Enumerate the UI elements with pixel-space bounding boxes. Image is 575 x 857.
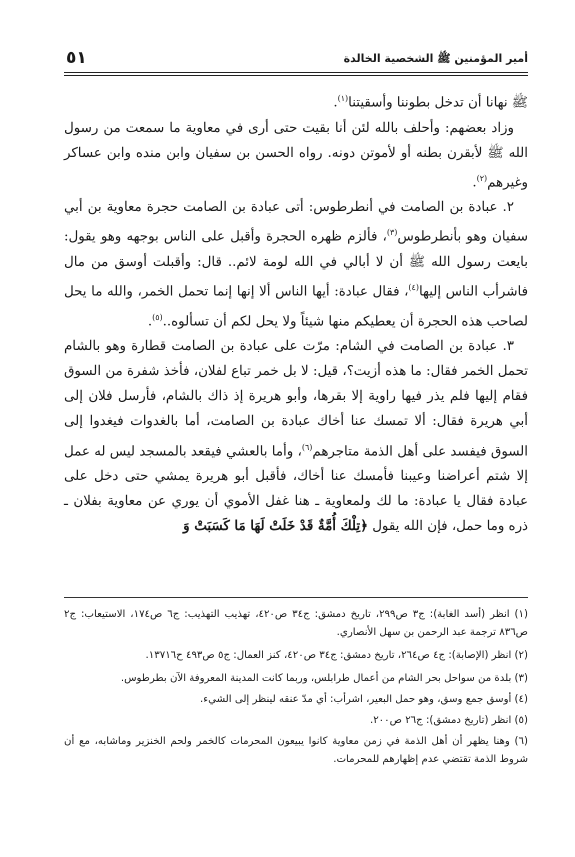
- paragraph-3-text-b: ، فألزم ظهره الحجرة وأقبل على الناس بوجهه وهو يقول: بايعت رسول الله ﷺ أن لا أبالي في الله لومة لائم.. قال: وأقبلت أوسق من مال فاشرأب الناس إليها: [64, 229, 528, 300]
- footnote-2: (٢) انظر (الإصابة): ج٤ ص٢٦٤، تاريخ دمشق: ج٣٤ ص٤٢٠، كنز العمال: ج٥ ص٤٩٣ ح١٣٧١٦.: [145, 650, 528, 661]
- footnote-separator: [64, 597, 528, 598]
- main-text: [64, 86, 528, 539]
- paragraph-3-text-c: ، فقال عبادة: أيها الناس ألا إنها إنما تحمل الخمر، والله ما يحل لصاحب هذه الحجرة أن يعطيكم منها شيئاً ولا يحل لكم أن تسألوه..: [64, 284, 528, 330]
- paragraph-2: وزاد بعضهم: وأحلف بالله لئن أنا بقيت حتى أرى في معاوية ما سمعت من رسول الله ﷺ لأبقرن بطنه أو لأموتن دونه. رواه الحسن بن سفيان وابن منده وابن عساكر وغيرهم$^{(٢)}$.: [64, 120, 528, 191]
- paragraph-1-text: ﷺ نهانا أن تدخل بطوننا وأسقيتنا: [348, 95, 528, 111]
- paragraph-1: ﷺ نهانا أن تدخل بطوننا وأسقيتنا$^{(١)}$.: [333, 94, 528, 111]
- quran-verse: ﴿تِلْكَ أُمَّةٌ قَدْ خَلَتْ لَهَا مَا كَسَبَتْ وَ: [183, 518, 368, 535]
- header-rule: [64, 72, 528, 73]
- footnote-ref[interactable]: (٣): [386, 228, 398, 238]
- footnote-5: (٥) انظر (تاريخ دمشق): ج٢٦ ص٢٠٠.: [369, 715, 528, 726]
- paragraph-4-text-b: ، وأما بالعشي فيقعد بالمسجد ليس له عمل إلا شتم أعراضنا وعيبنا فأمسك عنا أخاك، فأقبل أبو هريرة يمشي حتى دخل على عبادة فقال يا عبادة: ما لك ولمعاوية ـ هنا غفل الأموي أن يوري عن معاوية بفلان ـ ذره وما حمل، فإن الله يقول: [64, 444, 528, 535]
- page-number: ٥١: [66, 48, 87, 68]
- footnote-1: (١) انظر (أسد الغابة): ج٣ ص٢٩٩، تاريخ دمشق: ج٣٤ ص٤٢٠، تهذيب التهذيب: ج٦ ص١٧٤، الاستيعاب: ج٢ ص٨٣٦ ترجمة عبد الرحمن بن سهل الأنصاري.: [64, 609, 528, 638]
- footnote-ref[interactable]: (٥): [152, 312, 163, 322]
- footnote-ref[interactable]: (٦): [301, 442, 313, 452]
- paragraph-3-text-a: ٢. عبادة بن الصامت في أنطرطوس: أتى عبادة بن الصامت حجرة معاوية بن أبي سفيان وهو بأنطرطوس: [64, 200, 528, 245]
- page-header: [64, 50, 528, 70]
- running-title: أمير المؤمنين ﷺ الشخصية الخالدة: [343, 52, 528, 65]
- header-rule-double: [64, 75, 528, 76]
- footnote-3: (٣) بلدة من سواحل بحر الشام من أعمال طرابلس، وربما كانت المدينة المعروفة الآن بطرطوس.: [120, 673, 528, 684]
- paragraph-2-text: وزاد بعضهم: وأحلف بالله لئن أنا بقيت حتى أرى في معاوية ما سمعت من رسول الله ﷺ لأبقرن بطنه أو لأموتن دونه. رواه الحسن بن سفيان وابن منده وابن عساكر وغيرهم: [64, 120, 528, 191]
- footnote-ref[interactable]: (١): [337, 94, 349, 103]
- paragraph-3: ٢. عبادة بن الصامت في أنطرطوس: أتى عبادة بن الصامت حجرة معاوية بن أبي سفيان وهو بأنطرطوس$^{(٣)}$، فألزم ظهره الحجرة وأقبل على الناس بوجهه وهو يقول: بايعت رسول الله ﷺ أن لا أبالي في الله لومة لائم.. قال: وأقبلت أوسق من مال فاشرأب الناس إليها$^{(٤)}$، فقال عبادة: أيها الناس ألا إنها إنما تحمل الخمر، والله ما يحل لصاحب هذه الحجرة أن يعطيكم منها شيئاً ولا يحل لكم أن تسألوه..$^{(٥)}$.: [64, 200, 528, 330]
- footnote-4: (٤) أوسق جمع وسق، وهو حمل البعير، اشرأب: أي مدّ عنقه لينظر إلى الشيء.: [200, 694, 528, 705]
- footnote-6: (٦) وهنا يظهر أن أهل الذمة في زمن معاوية كانوا يبيعون المحرمات كالخمر ولحم الخنزير وماشابه، مع أن شروط الذمة تقتضي عدم إظهارهم للمحرمات.: [64, 736, 528, 765]
- paragraph-4: [64, 334, 528, 539]
- footnote-ref[interactable]: (٤): [408, 283, 419, 293]
- paragraph-4-text-a: ٣. عبادة بن الصامت في الشام: مرّت على عبادة بن الصامت قطارة وهو بالشام تحمل الخمر فقال: ما هذه أزيت؟، قيل: لا بل خمر تباع لفلان، فأخذ شفرة من السوق فقام إليها فلم يذر فيها راوية إلا بقرها، وأبو هريرة إذ ذاك بالشام، فأرسل فلان إلى أبي هريرة فقال: ألا تمسك عنا أخاك عبادة بن الصامت، أما بالغدوات فيغدوا إلى السوق فيفسد على أهل الذمة متاجرهم: [64, 339, 528, 460]
- footnote-ref[interactable]: (٢): [476, 173, 488, 183]
- footnotes: [64, 606, 528, 774]
